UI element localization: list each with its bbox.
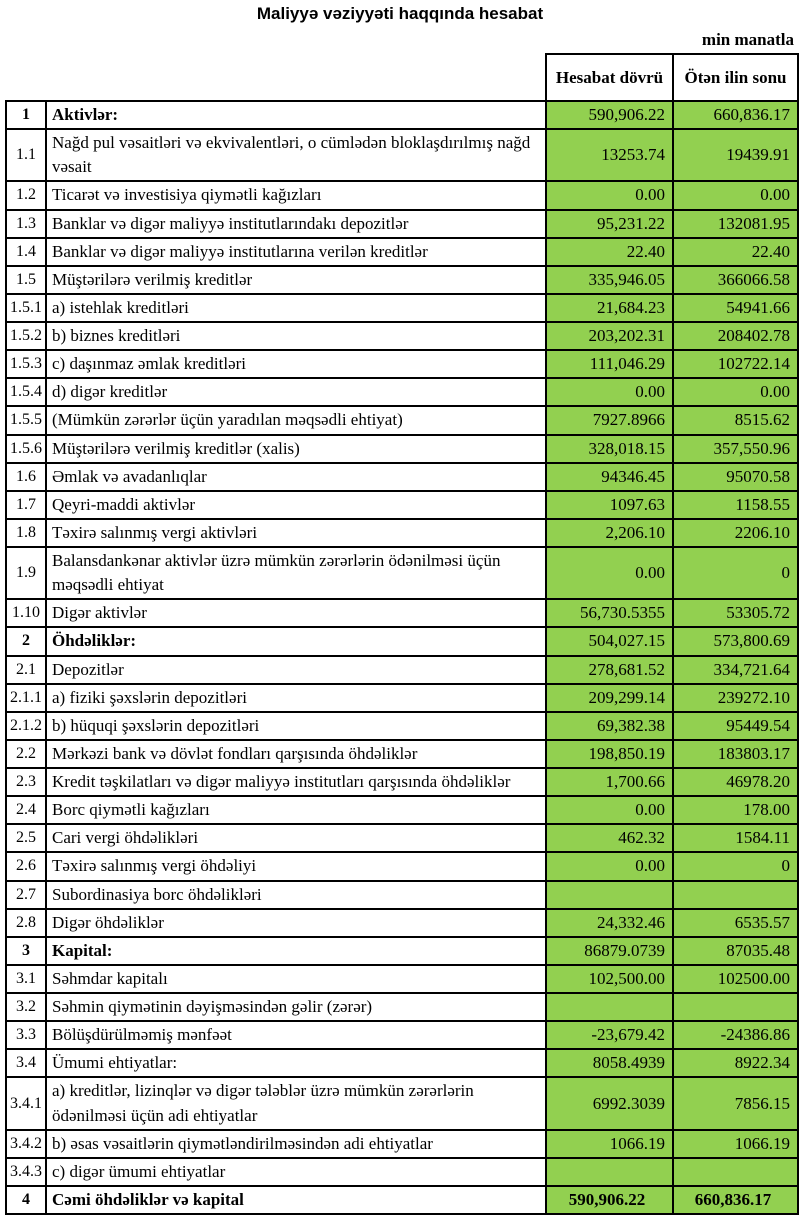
header-row — [6, 54, 798, 101]
row-label-cell: Mərkəzi bank və dövlət fondları qarşısında öhdəliklər — [46, 740, 546, 768]
previous-year-end-value-cell: 8922.34 — [673, 1049, 798, 1077]
row-number-cell: 2.7 — [6, 881, 46, 909]
row-label-cell: Nağd pul vəsaitləri və ekvivalentləri, o cümlədən bloklaşdırılmış nağd vəsait — [46, 129, 546, 181]
previous-year-end-value-cell: 334,721.64 — [673, 656, 798, 684]
row-label-cell: c) daşınmaz əmlak kreditləri — [46, 350, 546, 378]
table-row — [6, 656, 798, 684]
row-number-cell: 1.5 — [6, 266, 46, 294]
row-number-cell: 4 — [6, 1186, 46, 1214]
row-number-cell: 2.4 — [6, 796, 46, 824]
row-label-cell: Digər öhdəliklər — [46, 909, 546, 937]
previous-year-end-value-cell: -24386.86 — [673, 1021, 798, 1049]
previous-year-end-value-cell: 22.40 — [673, 238, 798, 266]
previous-year-end-value-cell — [673, 881, 798, 909]
current-period-value-cell: 0.00 — [546, 547, 673, 599]
row-number-cell: 2.3 — [6, 768, 46, 796]
current-period-value-cell: 22.40 — [546, 238, 673, 266]
table-row — [6, 378, 798, 406]
row-number-cell: 1 — [6, 101, 46, 129]
table-row — [6, 881, 798, 909]
table-row — [6, 406, 798, 434]
row-label-cell: a) istehlak kreditləri — [46, 294, 546, 322]
previous-year-end-value-cell: 2206.10 — [673, 519, 798, 547]
table-row — [6, 181, 798, 209]
current-period-value-cell: -23,679.42 — [546, 1021, 673, 1049]
current-period-value-cell: 0.00 — [546, 796, 673, 824]
row-label-cell: Müştərilərə verilmiş kreditlər — [46, 266, 546, 294]
row-number-cell: 1.2 — [6, 181, 46, 209]
row-number-cell: 1.1 — [6, 129, 46, 181]
table-row — [6, 684, 798, 712]
previous-year-end-value-cell: 239272.10 — [673, 684, 798, 712]
row-label-cell: Qeyri-maddi aktivlər — [46, 491, 546, 519]
row-label-cell: Borc qiymətli kağızları — [46, 796, 546, 824]
previous-year-end-value-cell: 366066.58 — [673, 266, 798, 294]
current-period-value-cell: 278,681.52 — [546, 656, 673, 684]
current-period-value-cell: 24,332.46 — [546, 909, 673, 937]
table-row — [6, 852, 798, 880]
table-row — [6, 796, 798, 824]
row-number-cell: 1.7 — [6, 491, 46, 519]
current-period-value-cell: 335,946.05 — [546, 266, 673, 294]
row-label-cell: a) fiziki şəxslərin depozitləri — [46, 684, 546, 712]
row-label-cell: Təxirə salınmış vergi aktivləri — [46, 519, 546, 547]
row-label-cell: Cəmi öhdəliklər və kapital — [46, 1186, 546, 1214]
previous-year-end-value-cell: 0.00 — [673, 378, 798, 406]
table-row — [6, 909, 798, 937]
row-number-cell: 2.5 — [6, 824, 46, 852]
table-row — [6, 1049, 798, 1077]
row-label-cell: Əmlak və avadanlıqlar — [46, 463, 546, 491]
row-label-cell: b) hüquqi şəxslərin depozitləri — [46, 712, 546, 740]
table-row — [6, 322, 798, 350]
previous-year-end-value-cell: 53305.72 — [673, 599, 798, 627]
row-label-cell: a) kreditlər, lizinqlər və digər tələblər üzrə mümkün zərərlərin ödənilməsi üçün adi ehtiyatlar — [46, 1077, 546, 1129]
row-number-cell: 3 — [6, 937, 46, 965]
row-label-cell: Səhmdar kapitalı — [46, 965, 546, 993]
row-number-cell: 2.1.1 — [6, 684, 46, 712]
current-period-value-cell: 462.32 — [546, 824, 673, 852]
row-number-cell: 1.5.1 — [6, 294, 46, 322]
current-period-value-cell: 504,027.15 — [546, 627, 673, 655]
table-row — [6, 768, 798, 796]
previous-year-end-value-cell: 8515.62 — [673, 406, 798, 434]
row-number-cell: 3.3 — [6, 1021, 46, 1049]
row-label-cell: Digər aktivlər — [46, 599, 546, 627]
previous-year-end-value-cell: 132081.95 — [673, 210, 798, 238]
previous-year-end-value-cell: 1066.19 — [673, 1130, 798, 1158]
table-row — [6, 129, 798, 181]
table-row — [6, 627, 798, 655]
row-number-cell: 1.8 — [6, 519, 46, 547]
table-row — [6, 350, 798, 378]
row-label-cell: Kredit təşkilatları və digər maliyyə institutları qarşısında öhdəliklər — [46, 768, 546, 796]
previous-year-end-value-cell: 0 — [673, 852, 798, 880]
current-period-value-cell: 13253.74 — [546, 129, 673, 181]
row-label-cell: Depozitlər — [46, 656, 546, 684]
previous-year-end-value-cell — [673, 993, 798, 1021]
previous-year-end-value-cell: 102500.00 — [673, 965, 798, 993]
current-period-value-cell: 590,906.22 — [546, 101, 673, 129]
table-row — [6, 238, 798, 266]
row-label-cell: Təxirə salınmış vergi öhdəliyi — [46, 852, 546, 880]
previous-year-end-value-cell: 46978.20 — [673, 768, 798, 796]
table-row — [6, 740, 798, 768]
current-period-value-cell: 69,382.38 — [546, 712, 673, 740]
table-row — [6, 435, 798, 463]
row-label-cell: Bölüşdürülməmiş mənfəət — [46, 1021, 546, 1049]
row-number-cell: 1.10 — [6, 599, 46, 627]
row-number-cell: 1.3 — [6, 210, 46, 238]
current-period-value-cell: 1066.19 — [546, 1130, 673, 1158]
row-number-cell: 1.5.3 — [6, 350, 46, 378]
table-row — [6, 1021, 798, 1049]
table-row — [6, 712, 798, 740]
table-row — [6, 1130, 798, 1158]
table-row — [6, 547, 798, 599]
row-number-cell: 1.5.4 — [6, 378, 46, 406]
balance-sheet-table — [5, 53, 799, 1215]
table-row — [6, 491, 798, 519]
row-number-cell: 3.2 — [6, 993, 46, 1021]
row-label-cell: Kapital: — [46, 937, 546, 965]
row-label-cell: d) digər kreditlər — [46, 378, 546, 406]
row-number-cell: 2.1.2 — [6, 712, 46, 740]
table-row — [6, 266, 798, 294]
previous-year-end-value-cell: 183803.17 — [673, 740, 798, 768]
current-period-value-cell: 6992.3039 — [546, 1077, 673, 1129]
previous-year-end-value-cell: 102722.14 — [673, 350, 798, 378]
row-label-cell: Öhdəliklər: — [46, 627, 546, 655]
row-label-cell: Ticarət və investisiya qiymətli kağızları — [46, 181, 546, 209]
current-period-value-cell: 56,730.5355 — [546, 599, 673, 627]
table-row — [6, 993, 798, 1021]
previous-year-end-value-cell: 0.00 — [673, 181, 798, 209]
current-period-value-cell: 8058.4939 — [546, 1049, 673, 1077]
previous-year-end-value-cell: 1158.55 — [673, 491, 798, 519]
row-number-cell: 2.1 — [6, 656, 46, 684]
row-number-cell: 1.5.6 — [6, 435, 46, 463]
current-period-value-cell: 328,018.15 — [546, 435, 673, 463]
row-number-cell: 2.8 — [6, 909, 46, 937]
table-row — [6, 1186, 798, 1214]
table-row — [6, 101, 798, 129]
row-label-cell: c) digər ümumi ehtiyatlar — [46, 1158, 546, 1186]
previous-year-end-value-cell: 660,836.17 — [673, 1186, 798, 1214]
current-period-value-cell: 94346.45 — [546, 463, 673, 491]
row-number-cell: 1.5.2 — [6, 322, 46, 350]
row-number-cell: 2 — [6, 627, 46, 655]
previous-year-end-value-cell: 95070.58 — [673, 463, 798, 491]
previous-year-end-value-cell: 54941.66 — [673, 294, 798, 322]
current-period-value-cell: 111,046.29 — [546, 350, 673, 378]
row-number-cell: 3.4 — [6, 1049, 46, 1077]
unit-note: min manatla — [701, 30, 794, 49]
row-label-cell: (Mümkün zərərlər üçün yaradılan məqsədli ehtiyat) — [46, 406, 546, 434]
current-period-value-cell — [546, 993, 673, 1021]
row-number-cell: 3.4.1 — [6, 1077, 46, 1129]
row-number-cell: 2.6 — [6, 852, 46, 880]
table-row — [6, 1158, 798, 1186]
column-header-previous-year-end: Ötən ilin sonu — [673, 54, 798, 101]
previous-year-end-value-cell: 573,800.69 — [673, 627, 798, 655]
previous-year-end-value-cell: 357,550.96 — [673, 435, 798, 463]
current-period-value-cell: 21,684.23 — [546, 294, 673, 322]
current-period-value-cell: 7927.8966 — [546, 406, 673, 434]
current-period-value-cell: 0.00 — [546, 181, 673, 209]
previous-year-end-value-cell: 7856.15 — [673, 1077, 798, 1129]
row-label-cell: Səhmin qiymətinin dəyişməsindən gəlir (zərər) — [46, 993, 546, 1021]
previous-year-end-value-cell: 1584.11 — [673, 824, 798, 852]
current-period-value-cell: 590,906.22 — [546, 1186, 673, 1214]
row-number-cell: 1.9 — [6, 547, 46, 599]
current-period-value-cell: 0.00 — [546, 852, 673, 880]
table-row — [6, 599, 798, 627]
row-number-cell: 3.4.3 — [6, 1158, 46, 1186]
current-period-value-cell: 86879.0739 — [546, 937, 673, 965]
row-number-cell: 1.6 — [6, 463, 46, 491]
row-number-cell: 1.5.5 — [6, 406, 46, 434]
previous-year-end-value-cell: 95449.54 — [673, 712, 798, 740]
current-period-value-cell: 209,299.14 — [546, 684, 673, 712]
row-label-cell: Aktivlər: — [46, 101, 546, 129]
current-period-value-cell: 2,206.10 — [546, 519, 673, 547]
current-period-value-cell: 203,202.31 — [546, 322, 673, 350]
current-period-value-cell — [546, 881, 673, 909]
previous-year-end-value-cell: 19439.91 — [673, 129, 798, 181]
row-label-cell: Müştərilərə verilmiş kreditlər (xalis) — [46, 435, 546, 463]
previous-year-end-value-cell: 0 — [673, 547, 798, 599]
report-title: Maliyyə vəziyyəti haqqında hesabat — [256, 4, 544, 23]
table-header — [6, 54, 798, 101]
table-row — [6, 965, 798, 993]
table-row — [6, 937, 798, 965]
table-row — [6, 210, 798, 238]
row-number-cell: 3.4.2 — [6, 1130, 46, 1158]
table-row — [6, 463, 798, 491]
table-row — [6, 824, 798, 852]
previous-year-end-value-cell: 6535.57 — [673, 909, 798, 937]
table-row — [6, 294, 798, 322]
table-row — [6, 1077, 798, 1129]
row-label-cell: Cari vergi öhdəlikləri — [46, 824, 546, 852]
row-label-cell: Ümumi ehtiyatlar: — [46, 1049, 546, 1077]
row-label-cell: b) biznes kreditləri — [46, 322, 546, 350]
previous-year-end-value-cell: 178.00 — [673, 796, 798, 824]
current-period-value-cell: 1097.63 — [546, 491, 673, 519]
row-number-cell: 3.1 — [6, 965, 46, 993]
current-period-value-cell: 95,231.22 — [546, 210, 673, 238]
row-label-cell: b) əsas vəsaitlərin qiymətləndirilməsindən adi ehtiyatlar — [46, 1130, 546, 1158]
current-period-value-cell: 198,850.19 — [546, 740, 673, 768]
row-label-cell: Banklar və digər maliyyə institutlarındakı depozitlər — [46, 210, 546, 238]
row-label-cell: Balansdankənar aktivlər üzrə mümkün zərərlərin ödənilməsi üçün məqsədli ehtiyat — [46, 547, 546, 599]
header-blank-number — [6, 54, 46, 101]
previous-year-end-value-cell: 87035.48 — [673, 937, 798, 965]
row-number-cell: 1.4 — [6, 238, 46, 266]
previous-year-end-value-cell — [673, 1158, 798, 1186]
current-period-value-cell — [546, 1158, 673, 1186]
current-period-value-cell: 102,500.00 — [546, 965, 673, 993]
previous-year-end-value-cell: 208402.78 — [673, 322, 798, 350]
header-blank-label — [46, 54, 546, 101]
row-label-cell: Banklar və digər maliyyə institutlarına verilən kreditlər — [46, 238, 546, 266]
current-period-value-cell: 0.00 — [546, 378, 673, 406]
column-header-current-period: Hesabat dövrü — [546, 54, 673, 101]
table-body — [6, 101, 798, 1214]
table-row — [6, 519, 798, 547]
previous-year-end-value-cell: 660,836.17 — [673, 101, 798, 129]
row-number-cell: 2.2 — [6, 740, 46, 768]
current-period-value-cell: 1,700.66 — [546, 768, 673, 796]
row-label-cell: Subordinasiya borc öhdəlikləri — [46, 881, 546, 909]
